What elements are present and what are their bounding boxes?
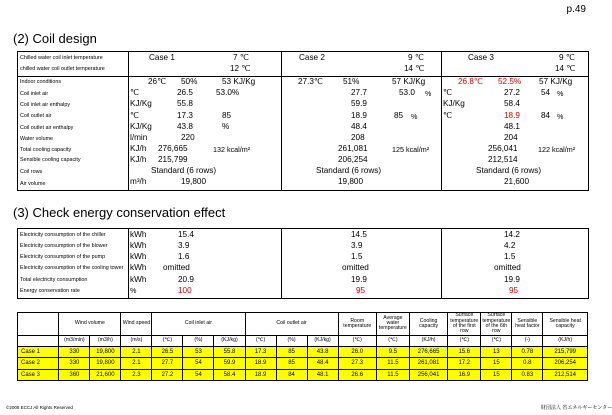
- summary-header-wind-volume: Wind volume: [59, 313, 121, 336]
- summary-unit: (-): [512, 335, 543, 346]
- case3-water-volume: 204: [504, 133, 518, 142]
- case2-water-volume: 208: [351, 133, 365, 142]
- case1-air-volume: 19,800: [181, 177, 207, 186]
- summary-unit: (℃): [376, 335, 409, 346]
- case3-unit-enthalpy: KJ/Kg: [443, 99, 465, 108]
- energy-case2-blower: 3.9: [351, 241, 363, 250]
- summary-cell: 53: [183, 346, 214, 357]
- case1-unit-temp: ℃: [130, 88, 140, 97]
- case1-indoor-temp: 26℃: [148, 77, 167, 86]
- copyright: ©2008 ECCJ All Rights Reserved: [6, 405, 73, 410]
- summary-unit: (℃): [481, 335, 512, 346]
- case2-outlet-temp-val: 18.9: [351, 111, 367, 120]
- energy-label-chiller: Electricity consumption of the chiller: [20, 232, 106, 238]
- summary-header-shf: Sensible heat factor: [512, 313, 543, 336]
- energy-unit-rate: %: [130, 286, 137, 295]
- case1-water-volume: 220: [181, 133, 195, 142]
- energy-unit-blower: kWh: [130, 241, 147, 250]
- row-label-total-capacity: Total cooling capacity: [20, 147, 72, 153]
- case2-outlet-enthalpy: 48.4: [351, 122, 367, 131]
- summary-cell: 27.2: [152, 369, 183, 380]
- summary-cell: 276,665: [409, 346, 447, 357]
- summary-cell: 17.3: [245, 346, 276, 357]
- case3-inlet-rh: 54: [541, 88, 551, 97]
- inlet-temp-label: Chilled water coil inlet temperature: [20, 55, 103, 61]
- summary-unit: (KJ/kg): [214, 335, 245, 346]
- energy-unit-tower: kWh: [130, 263, 147, 272]
- energy-case1-total: 20.9: [178, 275, 194, 284]
- summary-cell: 27.7: [152, 358, 183, 369]
- summary-row-label-case3: Case 3: [18, 369, 59, 380]
- case2-unit-percent-2: %: [411, 112, 418, 121]
- energy-label-total: Total electricity consumption: [20, 277, 88, 283]
- summary-cell: 9.5: [376, 346, 409, 357]
- case1-inlet-temp: 7 ℃: [233, 53, 250, 62]
- outlet-temp-label: chilled water coil outlet temperature: [20, 66, 105, 72]
- summary-cell: 19,800: [90, 358, 121, 369]
- energy-case1-chiller: 15.4: [178, 230, 194, 239]
- case1-outlet-rh: 85: [222, 111, 232, 120]
- summary-unit: (m3/min): [59, 335, 90, 346]
- case3-outlet-enthalpy: 48.1: [504, 122, 520, 131]
- summary-header-coil-outlet: Coil outlet air: [245, 313, 338, 336]
- summary-cell: 26.6: [338, 369, 376, 380]
- case3-unit-temp-2: ℃: [443, 111, 453, 120]
- case2-inlet-enthalpy: 59.9: [351, 99, 367, 108]
- summary-header-cooling-capacity: Cooling capacity: [409, 313, 447, 336]
- case2-inlet-temp: 9 ℃: [408, 53, 425, 62]
- case1-unit-enthalpy-2: KJ/Kg: [130, 122, 152, 131]
- summary-cell: 59.9: [214, 358, 245, 369]
- case1-unit-cap: KJ/h: [130, 144, 147, 153]
- page-number: p.49: [566, 4, 586, 15]
- summary-unit: (℃): [448, 335, 481, 346]
- summary-cell: 18.9: [245, 358, 276, 369]
- energy-label-blower: Electricity consumption of the blower: [20, 243, 108, 249]
- case2-header: Case 2: [299, 53, 325, 62]
- row-label-outlet-enthalpy: Coil outlet air enthalpy: [20, 125, 74, 131]
- case3-sensible-capacity: 212,514: [488, 155, 518, 164]
- eccj-logo: 財団法人 省エネルギーセンター: [541, 405, 612, 411]
- case1-coil-rows: Standard (6 rows): [151, 166, 217, 175]
- summary-cell: 2.3: [121, 369, 152, 380]
- case3-unit-temp: ℃: [443, 88, 453, 97]
- case1-outlet-temp: 12 ℃: [230, 64, 251, 73]
- summary-unit: (m3/h): [90, 335, 121, 346]
- case3-inlet-temp-val: 27.2: [504, 88, 520, 97]
- row-label-coil-inlet: Coil inlet air: [20, 91, 49, 97]
- energy-case3-tower: omitted: [494, 263, 521, 272]
- row-label-sensible-capacity: Sensible cooling capacity: [20, 157, 81, 163]
- summary-cell: 0.83: [512, 369, 543, 380]
- coil-design-table: [17, 51, 589, 191]
- summary-cell: 11.5: [376, 369, 409, 380]
- summary-cell: 330: [59, 358, 90, 369]
- energy-case2-chiller: 14.5: [351, 230, 367, 239]
- row-label-water-volume: Water volume: [20, 136, 54, 142]
- case3-coil-rows: Standard (6 rows): [476, 166, 542, 175]
- energy-case1-tower: omitted: [163, 263, 190, 272]
- energy-label-rate: Energy conservation rate: [20, 288, 80, 294]
- case1-outlet-enthalpy: 43.8: [177, 122, 193, 131]
- summary-cell: 360: [59, 369, 90, 380]
- case3-outlet-rh: 84: [541, 111, 551, 120]
- case1-unit-temp-2: ℃: [130, 111, 140, 120]
- case3-indoor-temp: 26.8℃: [458, 77, 484, 86]
- case3-unit-percent: %: [557, 89, 564, 98]
- summary-header-wind-speed: Wind speed: [121, 313, 152, 336]
- summary-cell: 215,799: [543, 346, 588, 357]
- coil-design-title: (2) Coil design: [13, 31, 97, 46]
- case2-sensible-capacity: 206,254: [338, 155, 368, 164]
- row-label-coil-rows: Coil rows: [20, 169, 43, 175]
- case1-indoor-enthalpy: 53 KJ/Kg: [222, 77, 256, 86]
- case3-indoor-rh: 52.5%: [498, 77, 522, 86]
- energy-label-tower: Electricity consumption of the cooling tower: [20, 265, 124, 271]
- summary-cell: 256,041: [409, 369, 447, 380]
- case3-outlet-temp: 14 ℃: [555, 64, 576, 73]
- case2-air-volume: 19,800: [338, 177, 364, 186]
- summary-unit: (KJ/kg): [307, 335, 338, 346]
- summary-header-surface-temp-first: Surface temperature of the first row: [448, 313, 481, 336]
- energy-case1-blower: 3.9: [178, 241, 190, 250]
- summary-cell: 18.9: [245, 369, 276, 380]
- summary-cell: 85: [276, 358, 307, 369]
- case3-kcal: 122 kcal/m²: [538, 145, 576, 154]
- case2-coil-rows: Standard (6 rows): [316, 166, 382, 175]
- energy-case2-rate: 95: [356, 286, 366, 295]
- summary-unit: (m/s): [121, 335, 152, 346]
- summary-unit: (℃): [245, 335, 276, 346]
- summary-unit: (KJ/h): [543, 335, 588, 346]
- energy-table: [17, 228, 589, 299]
- energy-title: (3) Check energy conservation effect: [13, 205, 226, 220]
- summary-cell: 16.9: [448, 369, 481, 380]
- summary-cell: 17.2: [448, 358, 481, 369]
- energy-case3-total: 19.9: [504, 275, 520, 284]
- summary-cell: 15: [481, 369, 512, 380]
- case1-inlet-temp-val: 26.5: [177, 88, 193, 97]
- summary-unit: (℃): [152, 335, 183, 346]
- case1-total-capacity: 276,665: [158, 144, 188, 153]
- summary-row-label-case1: Case 1: [18, 346, 59, 357]
- case2-indoor-rh: 51%: [343, 77, 360, 86]
- summary-header-coil-inlet: Coil inlet air: [152, 313, 245, 336]
- case2-inlet-temp-val: 27.7: [351, 88, 367, 97]
- energy-label-pump: Electricity consumption of the pump: [20, 254, 106, 260]
- case3-air-volume: 21,600: [504, 177, 530, 186]
- summary-cell: 11.5: [376, 358, 409, 369]
- summary-cell: 13: [481, 346, 512, 357]
- summary-cell: 19,800: [90, 346, 121, 357]
- case3-total-capacity: 256,041: [488, 144, 518, 153]
- row-label-air-volume: Air volume: [20, 181, 46, 187]
- case1-kcal: 132 kcal/m²: [213, 145, 251, 154]
- row-label-indoor: Indoor conditions: [20, 79, 62, 85]
- summary-unit: (KJ/h): [409, 335, 447, 346]
- case1-unit-air: m³/h: [130, 177, 147, 186]
- energy-unit-total: kWh: [130, 275, 147, 284]
- energy-case3-rate: 95: [509, 286, 519, 295]
- summary-header-sensible-capacity: Sensible heat capacity: [543, 313, 588, 336]
- case3-header: Case 3: [468, 53, 494, 62]
- summary-cell: 2.1: [121, 346, 152, 357]
- summary-cell: 58.4: [214, 369, 245, 380]
- summary-corner: [18, 313, 59, 336]
- summary-table: [17, 312, 588, 381]
- summary-cell: 43.8: [307, 346, 338, 357]
- summary-cell: 85: [276, 346, 307, 357]
- summary-cell: 48.4: [307, 358, 338, 369]
- case3-outlet-temp-val: 18.9: [504, 111, 520, 120]
- case1-sensible-capacity: 215,799: [158, 155, 188, 164]
- case2-indoor-enthalpy: 57 KJ/Kg: [392, 77, 426, 86]
- summary-cell: 48.1: [307, 369, 338, 380]
- case2-kcal: 125 kcal/m²: [392, 145, 430, 154]
- summary-cell: 212,514: [543, 369, 588, 380]
- case2-outlet-rh: 85: [394, 111, 404, 120]
- case1-inlet-enthalpy: 55.8: [177, 99, 193, 108]
- summary-cell: 54: [183, 369, 214, 380]
- summary-cell: 206,254: [543, 358, 588, 369]
- summary-cell: 15.6: [448, 346, 481, 357]
- summary-cell: 54: [183, 358, 214, 369]
- summary-cell: 27.3: [338, 358, 376, 369]
- summary-cell: 21,600: [90, 369, 121, 380]
- case1-indoor-rh: 50%: [181, 77, 198, 86]
- energy-case1-pump: 1.6: [178, 252, 190, 261]
- energy-case2-total: 19.9: [351, 275, 367, 284]
- summary-cell: 55.8: [214, 346, 245, 357]
- summary-row-label-case2: Case 2: [18, 358, 59, 369]
- case2-indoor-temp: 27.3℃: [298, 77, 324, 86]
- row-label-inlet-enthalpy: Coil inlet air enthalpy: [20, 102, 71, 108]
- energy-case3-chiller: 14.2: [504, 230, 520, 239]
- summary-cell: 330: [59, 346, 90, 357]
- summary-cell: 26.5: [152, 346, 183, 357]
- case2-unit-percent: %: [425, 89, 432, 98]
- energy-case2-pump: 1.5: [351, 252, 363, 261]
- summary-header-surface-temp-6th: Surface temperature of the 6th row: [482, 312, 511, 334]
- summary-cell: 26.0: [338, 346, 376, 357]
- energy-case1-rate: 100: [178, 286, 192, 295]
- case3-indoor-enthalpy: 57 KJ/Kg: [539, 77, 573, 86]
- summary-header-avg-water-temp: Average water temperature: [376, 313, 409, 336]
- energy-case2-tower: omitted: [342, 263, 369, 272]
- case1-unit-enthalpy: KJ/Kg: [130, 99, 152, 108]
- summary-unit: (%): [276, 335, 307, 346]
- case1-inlet-rh: 53.0%: [216, 88, 240, 97]
- case1-header: Case 1: [149, 53, 175, 62]
- case3-unit-percent-2: %: [557, 112, 564, 121]
- energy-unit-chiller: kWh: [130, 230, 147, 239]
- energy-unit-pump: kWh: [130, 252, 147, 261]
- summary-cell: 2.1: [121, 358, 152, 369]
- summary-unit: (℃): [338, 335, 376, 346]
- summary-cell: 0.8: [512, 358, 543, 369]
- case1-unit-water: l/min: [130, 133, 148, 142]
- summary-cell: 261,081: [409, 358, 447, 369]
- summary-cell: 84: [276, 369, 307, 380]
- case2-total-capacity: 261,081: [338, 144, 368, 153]
- case3-inlet-enthalpy: 58.4: [504, 99, 520, 108]
- summary-unit: (%): [183, 335, 214, 346]
- case1-unit-cap-2: KJ/h: [130, 155, 147, 164]
- energy-case3-pump: 1.5: [504, 252, 516, 261]
- case1-outlet-temp-val: 17.3: [177, 111, 193, 120]
- row-label-coil-outlet: Coil outlet air: [20, 113, 52, 119]
- energy-case3-blower: 4.2: [504, 241, 516, 250]
- case2-inlet-rh: 53.0: [399, 88, 415, 97]
- case3-inlet-temp: 9 ℃: [559, 53, 576, 62]
- summary-header-room-temp: Room temperature: [338, 313, 376, 336]
- summary-cell: 15: [481, 358, 512, 369]
- case1-unit-percent: %: [222, 122, 230, 131]
- summary-unit-blank: [18, 335, 59, 346]
- summary-cell: 0.78: [512, 346, 543, 357]
- case2-outlet-temp: 14 ℃: [404, 64, 425, 73]
